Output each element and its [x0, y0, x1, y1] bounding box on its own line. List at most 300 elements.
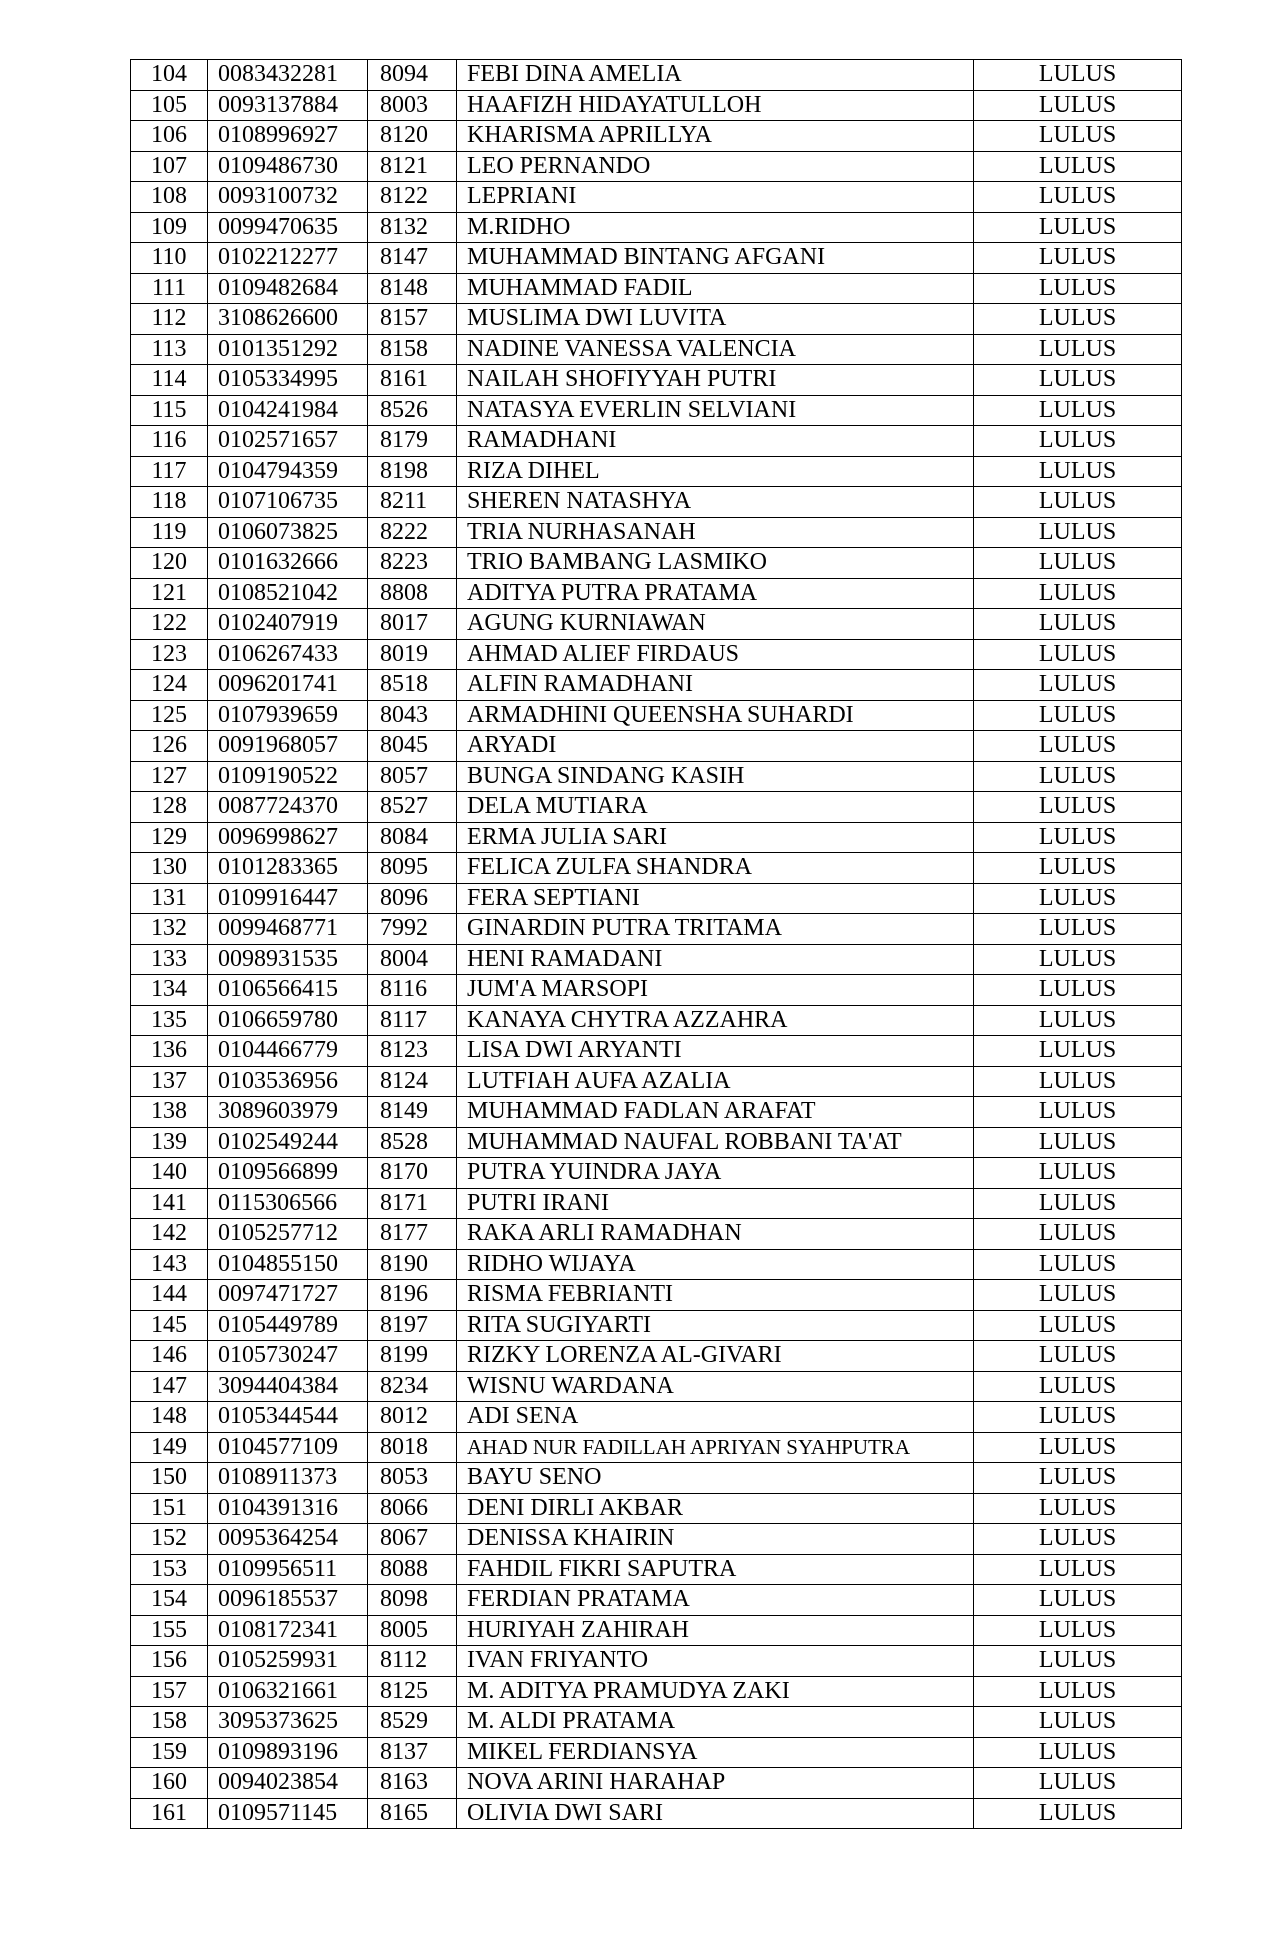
- table-row: [131, 1432, 1182, 1463]
- results-table-body: [131, 60, 1182, 1829]
- status-cell: LULUS: [974, 456, 1182, 487]
- row-number-cell: 106: [131, 121, 208, 152]
- nis-cell: 8196: [368, 1280, 457, 1311]
- student-name-cell: DELA MUTIARA: [457, 792, 974, 823]
- row-number-cell: 136: [131, 1036, 208, 1067]
- nisn-cell: 0097471727: [208, 1280, 368, 1311]
- table-row: [131, 1615, 1182, 1646]
- status-cell: LULUS: [974, 365, 1182, 396]
- nis-cell: 8171: [368, 1188, 457, 1219]
- student-name-cell: FERA SEPTIANI: [457, 883, 974, 914]
- nis-cell: 8198: [368, 456, 457, 487]
- status-cell: LULUS: [974, 1158, 1182, 1189]
- row-number-cell: 108: [131, 182, 208, 213]
- table-row: [131, 243, 1182, 274]
- nisn-cell: 0107939659: [208, 700, 368, 731]
- status-cell: LULUS: [974, 883, 1182, 914]
- row-number-cell: 128: [131, 792, 208, 823]
- status-cell: LULUS: [974, 1310, 1182, 1341]
- nisn-cell: 0105449789: [208, 1310, 368, 1341]
- student-name-cell: RITA SUGIYARTI: [457, 1310, 974, 1341]
- row-number-cell: 131: [131, 883, 208, 914]
- student-name-cell: BAYU SENO: [457, 1463, 974, 1494]
- nisn-cell: 0108996927: [208, 121, 368, 152]
- student-name-cell: AHMAD ALIEF FIRDAUS: [457, 639, 974, 670]
- nisn-cell: 0104577109: [208, 1432, 368, 1463]
- row-number-cell: 159: [131, 1737, 208, 1768]
- row-number-cell: 130: [131, 853, 208, 884]
- nis-cell: 8057: [368, 761, 457, 792]
- nisn-cell: 0109893196: [208, 1737, 368, 1768]
- table-row: [131, 639, 1182, 670]
- row-number-cell: 116: [131, 426, 208, 457]
- nisn-cell: 0105344544: [208, 1402, 368, 1433]
- nis-cell: 8528: [368, 1127, 457, 1158]
- nisn-cell: 0095364254: [208, 1524, 368, 1555]
- nisn-cell: 0098931535: [208, 944, 368, 975]
- status-cell: LULUS: [974, 395, 1182, 426]
- table-row: [131, 578, 1182, 609]
- student-name-cell: RIZKY LORENZA AL-GIVARI: [457, 1341, 974, 1372]
- student-name-cell: PUTRI IRANI: [457, 1188, 974, 1219]
- nis-cell: 8043: [368, 700, 457, 731]
- nis-cell: 8526: [368, 395, 457, 426]
- table-row: [131, 1280, 1182, 1311]
- row-number-cell: 115: [131, 395, 208, 426]
- nis-cell: 8199: [368, 1341, 457, 1372]
- table-row: [131, 1066, 1182, 1097]
- row-number-cell: 139: [131, 1127, 208, 1158]
- student-name-cell: AGUNG KURNIAWAN: [457, 609, 974, 640]
- nis-cell: 8120: [368, 121, 457, 152]
- nis-cell: 8148: [368, 273, 457, 304]
- student-name-cell: LEO PERNANDO: [457, 151, 974, 182]
- nis-cell: 8122: [368, 182, 457, 213]
- student-name-cell: FEBI DINA AMELIA: [457, 60, 974, 91]
- row-number-cell: 147: [131, 1371, 208, 1402]
- student-name-cell: ADITYA PUTRA PRATAMA: [457, 578, 974, 609]
- status-cell: LULUS: [974, 1463, 1182, 1494]
- nis-cell: 8121: [368, 151, 457, 182]
- table-row: [131, 212, 1182, 243]
- table-row: [131, 1768, 1182, 1799]
- status-cell: LULUS: [974, 304, 1182, 335]
- table-row: [131, 944, 1182, 975]
- status-cell: LULUS: [974, 212, 1182, 243]
- status-cell: LULUS: [974, 517, 1182, 548]
- nis-cell: 8179: [368, 426, 457, 457]
- nis-cell: 8004: [368, 944, 457, 975]
- table-row: [131, 1676, 1182, 1707]
- status-cell: LULUS: [974, 731, 1182, 762]
- student-name-cell: ALFIN RAMADHANI: [457, 670, 974, 701]
- status-cell: LULUS: [974, 273, 1182, 304]
- student-name-cell: OLIVIA DWI SARI: [457, 1798, 974, 1829]
- table-row: [131, 1737, 1182, 1768]
- row-number-cell: 105: [131, 90, 208, 121]
- row-number-cell: 152: [131, 1524, 208, 1555]
- row-number-cell: 126: [131, 731, 208, 762]
- nis-cell: 8125: [368, 1676, 457, 1707]
- status-cell: LULUS: [974, 822, 1182, 853]
- nisn-cell: 0102549244: [208, 1127, 368, 1158]
- table-row: [131, 60, 1182, 91]
- row-number-cell: 161: [131, 1798, 208, 1829]
- row-number-cell: 145: [131, 1310, 208, 1341]
- nisn-cell: 0093100732: [208, 182, 368, 213]
- table-row: [131, 1219, 1182, 1250]
- table-row: [131, 1554, 1182, 1585]
- nis-cell: 8095: [368, 853, 457, 884]
- nis-cell: 8005: [368, 1615, 457, 1646]
- table-row: [131, 1310, 1182, 1341]
- student-name-cell: NOVA ARINI HARAHAP: [457, 1768, 974, 1799]
- student-name-cell: M. ALDI PRATAMA: [457, 1707, 974, 1738]
- nis-cell: 8117: [368, 1005, 457, 1036]
- nis-cell: 8163: [368, 1768, 457, 1799]
- status-cell: LULUS: [974, 1646, 1182, 1677]
- status-cell: LULUS: [974, 1707, 1182, 1738]
- nis-cell: 8190: [368, 1249, 457, 1280]
- nisn-cell: 0104466779: [208, 1036, 368, 1067]
- table-row: [131, 151, 1182, 182]
- nis-cell: 8197: [368, 1310, 457, 1341]
- nisn-cell: 0108172341: [208, 1615, 368, 1646]
- row-number-cell: 124: [131, 670, 208, 701]
- row-number-cell: 143: [131, 1249, 208, 1280]
- student-name-cell: MUHAMMAD FADIL: [457, 273, 974, 304]
- row-number-cell: 113: [131, 334, 208, 365]
- row-number-cell: 140: [131, 1158, 208, 1189]
- student-name-cell: DENISSA KHAIRIN: [457, 1524, 974, 1555]
- nisn-cell: 0115306566: [208, 1188, 368, 1219]
- table-row: [131, 273, 1182, 304]
- nis-cell: 8527: [368, 792, 457, 823]
- student-name-cell: HURIYAH ZAHIRAH: [457, 1615, 974, 1646]
- table-row: [131, 670, 1182, 701]
- status-cell: LULUS: [974, 1097, 1182, 1128]
- row-number-cell: 122: [131, 609, 208, 640]
- status-cell: LULUS: [974, 914, 1182, 945]
- table-row: [131, 1127, 1182, 1158]
- student-name-cell: MUHAMMAD BINTANG AFGANI: [457, 243, 974, 274]
- nisn-cell: 0102212277: [208, 243, 368, 274]
- status-cell: LULUS: [974, 1676, 1182, 1707]
- row-number-cell: 151: [131, 1493, 208, 1524]
- row-number-cell: 146: [131, 1341, 208, 1372]
- row-number-cell: 127: [131, 761, 208, 792]
- nisn-cell: 0099470635: [208, 212, 368, 243]
- row-number-cell: 123: [131, 639, 208, 670]
- nisn-cell: 0104391316: [208, 1493, 368, 1524]
- table-row: [131, 700, 1182, 731]
- nisn-cell: 0107106735: [208, 487, 368, 518]
- table-row: [131, 1158, 1182, 1189]
- nisn-cell: 0103536956: [208, 1066, 368, 1097]
- table-row: [131, 121, 1182, 152]
- row-number-cell: 153: [131, 1554, 208, 1585]
- nisn-cell: 0096998627: [208, 822, 368, 853]
- nis-cell: 8223: [368, 548, 457, 579]
- status-cell: LULUS: [974, 1036, 1182, 1067]
- nisn-cell: 0106267433: [208, 639, 368, 670]
- student-name-cell: ARYADI: [457, 731, 974, 762]
- row-number-cell: 107: [131, 151, 208, 182]
- student-name-cell: WISNU WARDANA: [457, 1371, 974, 1402]
- student-name-cell: LUTFIAH AUFA AZALIA: [457, 1066, 974, 1097]
- table-row: [131, 395, 1182, 426]
- nis-cell: 8112: [368, 1646, 457, 1677]
- student-name-cell: MIKEL FERDIANSYA: [457, 1737, 974, 1768]
- row-number-cell: 154: [131, 1585, 208, 1616]
- nisn-cell: 0109486730: [208, 151, 368, 182]
- status-cell: LULUS: [974, 487, 1182, 518]
- nis-cell: 8084: [368, 822, 457, 853]
- nis-cell: 8116: [368, 975, 457, 1006]
- nisn-cell: 0104855150: [208, 1249, 368, 1280]
- nis-cell: 8123: [368, 1036, 457, 1067]
- status-cell: LULUS: [974, 151, 1182, 182]
- nis-cell: 7992: [368, 914, 457, 945]
- student-name-cell: FERDIAN PRATAMA: [457, 1585, 974, 1616]
- nis-cell: 8170: [368, 1158, 457, 1189]
- status-cell: LULUS: [974, 1341, 1182, 1372]
- student-name-cell: MUHAMMAD FADLAN ARAFAT: [457, 1097, 974, 1128]
- nisn-cell: 3089603979: [208, 1097, 368, 1128]
- row-number-cell: 118: [131, 487, 208, 518]
- table-row: [131, 1402, 1182, 1433]
- status-cell: LULUS: [974, 1280, 1182, 1311]
- nisn-cell: 3095373625: [208, 1707, 368, 1738]
- nisn-cell: 0106659780: [208, 1005, 368, 1036]
- row-number-cell: 137: [131, 1066, 208, 1097]
- table-row: [131, 334, 1182, 365]
- student-name-cell: NAILAH SHOFIYYAH PUTRI: [457, 365, 974, 396]
- nis-cell: 8003: [368, 90, 457, 121]
- row-number-cell: 132: [131, 914, 208, 945]
- table-row: [131, 426, 1182, 457]
- status-cell: LULUS: [974, 1371, 1182, 1402]
- table-row: [131, 1585, 1182, 1616]
- row-number-cell: 119: [131, 517, 208, 548]
- nis-cell: 8012: [368, 1402, 457, 1433]
- table-row: [131, 1371, 1182, 1402]
- status-cell: LULUS: [974, 700, 1182, 731]
- table-row: [131, 1341, 1182, 1372]
- status-cell: LULUS: [974, 609, 1182, 640]
- table-row: [131, 609, 1182, 640]
- nis-cell: 8147: [368, 243, 457, 274]
- student-name-cell: HAAFIZH HIDAYATULLOH: [457, 90, 974, 121]
- table-row: [131, 517, 1182, 548]
- table-row: [131, 1036, 1182, 1067]
- status-cell: LULUS: [974, 1737, 1182, 1768]
- status-cell: LULUS: [974, 1066, 1182, 1097]
- table-row: [131, 1646, 1182, 1677]
- nisn-cell: 0109482684: [208, 273, 368, 304]
- table-row: [131, 822, 1182, 853]
- status-cell: LULUS: [974, 1219, 1182, 1250]
- table-row: [131, 761, 1182, 792]
- table-row: [131, 792, 1182, 823]
- nisn-cell: 0109566899: [208, 1158, 368, 1189]
- student-name-cell: TRIO BAMBANG LASMIKO: [457, 548, 974, 579]
- status-cell: LULUS: [974, 182, 1182, 213]
- status-cell: LULUS: [974, 90, 1182, 121]
- status-cell: LULUS: [974, 1585, 1182, 1616]
- row-number-cell: 134: [131, 975, 208, 1006]
- student-name-cell: DENI DIRLI AKBAR: [457, 1493, 974, 1524]
- nisn-cell: 0096201741: [208, 670, 368, 701]
- row-number-cell: 111: [131, 273, 208, 304]
- table-row: [131, 304, 1182, 335]
- nis-cell: 8053: [368, 1463, 457, 1494]
- student-name-cell: RIZA DIHEL: [457, 456, 974, 487]
- nis-cell: 8808: [368, 578, 457, 609]
- table-row: [131, 975, 1182, 1006]
- row-number-cell: 155: [131, 1615, 208, 1646]
- table-row: [131, 1707, 1182, 1738]
- table-row: [131, 1463, 1182, 1494]
- row-number-cell: 110: [131, 243, 208, 274]
- student-name-cell: NATASYA EVERLIN SELVIANI: [457, 395, 974, 426]
- student-name-cell: RISMA FEBRIANTI: [457, 1280, 974, 1311]
- table-row: [131, 1097, 1182, 1128]
- student-name-cell: ERMA JULIA SARI: [457, 822, 974, 853]
- row-number-cell: 160: [131, 1768, 208, 1799]
- student-name-cell: TRIA NURHASANAH: [457, 517, 974, 548]
- nis-cell: 8094: [368, 60, 457, 91]
- table-row: [131, 853, 1182, 884]
- nisn-cell: 3094404384: [208, 1371, 368, 1402]
- row-number-cell: 157: [131, 1676, 208, 1707]
- nisn-cell: 0109190522: [208, 761, 368, 792]
- status-cell: LULUS: [974, 639, 1182, 670]
- nis-cell: 8066: [368, 1493, 457, 1524]
- table-row: [131, 1005, 1182, 1036]
- student-name-cell: RAKA ARLI RAMADHAN: [457, 1219, 974, 1250]
- status-cell: LULUS: [974, 1005, 1182, 1036]
- nis-cell: 8149: [368, 1097, 457, 1128]
- nis-cell: 8529: [368, 1707, 457, 1738]
- nisn-cell: 0106566415: [208, 975, 368, 1006]
- nisn-cell: 0093137884: [208, 90, 368, 121]
- student-name-cell: HENI RAMADANI: [457, 944, 974, 975]
- table-row: [131, 914, 1182, 945]
- nis-cell: 8518: [368, 670, 457, 701]
- table-row: [131, 1188, 1182, 1219]
- nisn-cell: 0106073825: [208, 517, 368, 548]
- row-number-cell: 141: [131, 1188, 208, 1219]
- nis-cell: 8018: [368, 1432, 457, 1463]
- status-cell: LULUS: [974, 975, 1182, 1006]
- table-row: [131, 487, 1182, 518]
- student-name-cell: LISA DWI ARYANTI: [457, 1036, 974, 1067]
- student-name-cell: LEPRIANI: [457, 182, 974, 213]
- status-cell: LULUS: [974, 1127, 1182, 1158]
- nisn-cell: 3108626600: [208, 304, 368, 335]
- nisn-cell: 0102571657: [208, 426, 368, 457]
- table-row: [131, 731, 1182, 762]
- row-number-cell: 149: [131, 1432, 208, 1463]
- student-name-cell: JUM'A MARSOPI: [457, 975, 974, 1006]
- row-number-cell: 129: [131, 822, 208, 853]
- nis-cell: 8234: [368, 1371, 457, 1402]
- nisn-cell: 0106321661: [208, 1676, 368, 1707]
- nis-cell: 8158: [368, 334, 457, 365]
- status-cell: LULUS: [974, 670, 1182, 701]
- nisn-cell: 0105334995: [208, 365, 368, 396]
- table-row: [131, 1249, 1182, 1280]
- nisn-cell: 0083432281: [208, 60, 368, 91]
- row-number-cell: 142: [131, 1219, 208, 1250]
- nisn-cell: 0109571145: [208, 1798, 368, 1829]
- row-number-cell: 133: [131, 944, 208, 975]
- nis-cell: 8045: [368, 731, 457, 762]
- row-number-cell: 125: [131, 700, 208, 731]
- table-row: [131, 883, 1182, 914]
- status-cell: LULUS: [974, 121, 1182, 152]
- nisn-cell: 0105259931: [208, 1646, 368, 1677]
- student-name-cell: RIDHO WIJAYA: [457, 1249, 974, 1280]
- row-number-cell: 120: [131, 548, 208, 579]
- nis-cell: 8124: [368, 1066, 457, 1097]
- nisn-cell: 0091968057: [208, 731, 368, 762]
- status-cell: LULUS: [974, 1524, 1182, 1555]
- student-name-cell: M. ADITYA PRAMUDYA ZAKI: [457, 1676, 974, 1707]
- student-name-cell: MUHAMMAD NAUFAL ROBBANI TA'AT: [457, 1127, 974, 1158]
- nis-cell: 8161: [368, 365, 457, 396]
- student-name-cell: MUSLIMA DWI LUVITA: [457, 304, 974, 335]
- status-cell: LULUS: [974, 1798, 1182, 1829]
- status-cell: LULUS: [974, 1554, 1182, 1585]
- nisn-cell: 0099468771: [208, 914, 368, 945]
- nisn-cell: 0094023854: [208, 1768, 368, 1799]
- table-row: [131, 1524, 1182, 1555]
- student-name-cell: KHARISMA APRILLYA: [457, 121, 974, 152]
- status-cell: LULUS: [974, 944, 1182, 975]
- status-cell: LULUS: [974, 243, 1182, 274]
- nisn-cell: 0105257712: [208, 1219, 368, 1250]
- nisn-cell: 0087724370: [208, 792, 368, 823]
- nisn-cell: 0109916447: [208, 883, 368, 914]
- status-cell: LULUS: [974, 548, 1182, 579]
- status-cell: LULUS: [974, 578, 1182, 609]
- row-number-cell: 135: [131, 1005, 208, 1036]
- student-name-cell: BUNGA SINDANG KASIH: [457, 761, 974, 792]
- student-name-cell: M.RIDHO: [457, 212, 974, 243]
- graduation-results-table: [130, 59, 1182, 1829]
- student-name-cell: KANAYA CHYTRA AZZAHRA: [457, 1005, 974, 1036]
- table-row: [131, 1493, 1182, 1524]
- nisn-cell: 0096185537: [208, 1585, 368, 1616]
- status-cell: LULUS: [974, 1188, 1182, 1219]
- status-cell: LULUS: [974, 761, 1182, 792]
- student-name-cell: PUTRA YUINDRA JAYA: [457, 1158, 974, 1189]
- nis-cell: 8088: [368, 1554, 457, 1585]
- status-cell: LULUS: [974, 853, 1182, 884]
- nis-cell: 8177: [368, 1219, 457, 1250]
- row-number-cell: 112: [131, 304, 208, 335]
- row-number-cell: 150: [131, 1463, 208, 1494]
- nis-cell: 8165: [368, 1798, 457, 1829]
- nisn-cell: 0104794359: [208, 456, 368, 487]
- nis-cell: 8096: [368, 883, 457, 914]
- table-row: [131, 548, 1182, 579]
- nisn-cell: 0108521042: [208, 578, 368, 609]
- row-number-cell: 117: [131, 456, 208, 487]
- table-row: [131, 90, 1182, 121]
